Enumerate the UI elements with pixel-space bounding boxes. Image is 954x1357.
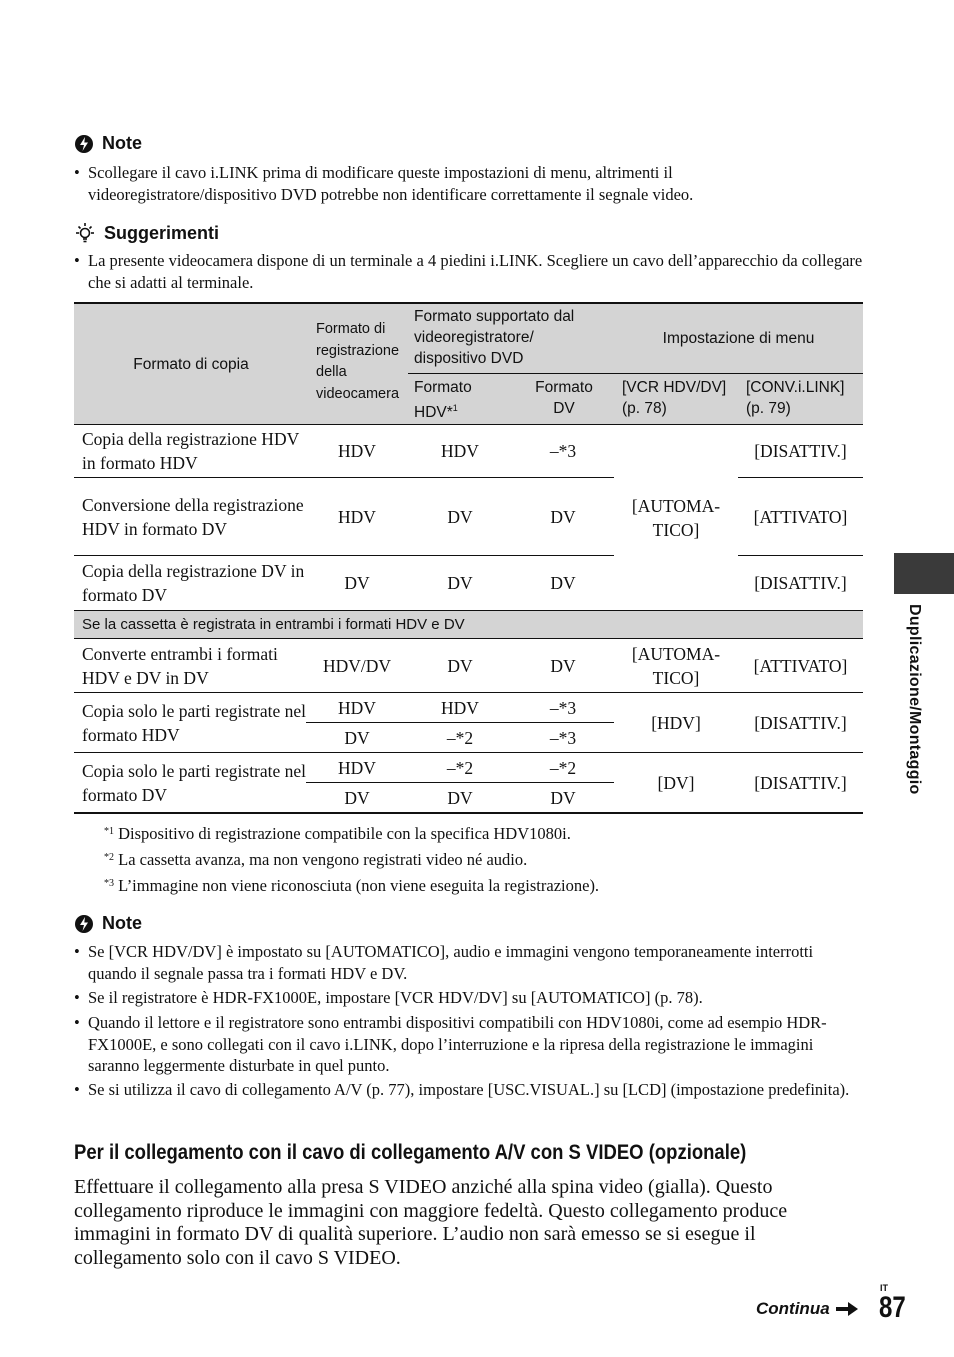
header-hdv-format	[414, 377, 514, 423]
row-cam: HDV	[338, 757, 376, 778]
row-vcr: [HDV]	[651, 712, 701, 733]
chapter-label: Duplicazione/Montaggio	[906, 604, 923, 795]
tips-item	[74, 250, 864, 293]
note-item	[74, 941, 864, 984]
bullet: •	[74, 1013, 80, 1032]
rule	[74, 812, 863, 814]
row-cam: HDV	[338, 697, 376, 718]
row-dv: DV	[550, 655, 576, 676]
row-cam: DV	[344, 727, 370, 748]
row-hdv: DV	[447, 787, 473, 808]
row-cam: DV	[344, 787, 370, 808]
footnote-text: Dispositivo di registrazione compatibile con la specifica HDV1080i.	[118, 824, 571, 843]
note-text: Se si utilizza il cavo di collegamento A/V (p. 77), impostare [USC.VISUAL.] su [LCD] (impostazione predefinita).	[88, 1080, 850, 1099]
row-conv: [ATTIVATO]	[753, 655, 848, 676]
header-supported-format: Formato supportato dal videoregistratore/ dispositivo DVD	[414, 308, 575, 367]
row-cam: HDV/DV	[322, 655, 392, 676]
section-row: Se la cassetta è registrata in entrambi i formati HDV e DV	[82, 616, 465, 633]
footnote-mark: *3	[104, 878, 114, 889]
row-conv: [DISATTIV.]	[754, 712, 847, 733]
row-cam: HDV	[338, 441, 376, 461]
footnote	[104, 848, 527, 870]
row-cam: DV	[344, 573, 370, 593]
chapter-tab	[894, 553, 954, 594]
row-hdv: DV	[447, 506, 473, 527]
bullet: •	[74, 988, 80, 1007]
tips-text: La presente videocamera dispone di un terminale a 4 piedini i.LINK. Scegliere un cavo dell’apparecchio da collegare che si adatti al terminale.	[88, 251, 863, 292]
header-hdv-text: Formato HDV*	[414, 379, 472, 422]
row-label: Copia della registrazione DV in formato DV	[82, 561, 305, 605]
bullet: •	[74, 942, 80, 961]
lightbulb-icon	[74, 222, 96, 244]
row-dv: DV	[550, 506, 576, 527]
row-label: Converte entrambi i formati HDV e DV in DV	[82, 643, 278, 688]
row-dv: DV	[550, 787, 576, 808]
note-title: Note	[102, 913, 142, 933]
copy-settings-table	[74, 302, 863, 814]
row-hdv: –*2	[446, 727, 474, 748]
row-hdv: DV	[447, 655, 473, 676]
footnote	[104, 822, 571, 844]
row-vcr: [DV]	[657, 772, 695, 793]
row-dv: –*2	[549, 757, 577, 778]
group-vcr: [AUTOMA-TICO]	[631, 495, 721, 540]
section-title: Per il collegamento con il cavo di collegamento A/V con S VIDEO (opzionale)	[74, 1140, 747, 1164]
footnote-text: La cassetta avanza, ma non vengono registrati video né audio.	[118, 850, 528, 869]
continue-indicator	[756, 1299, 858, 1319]
row-vcr: [AUTOMA-TICO]	[631, 643, 721, 688]
note-item	[74, 162, 864, 205]
footnote-mark: *2	[104, 852, 114, 863]
row-hdv: HDV	[441, 441, 479, 461]
arrow-right-icon	[836, 1302, 858, 1316]
row-label: Copia solo le parti registrate nel formato HDV	[82, 700, 307, 745]
row-hdv: –*2	[446, 757, 474, 778]
bullet: •	[74, 1080, 80, 1099]
header-menu-setting: Impostazione di menu	[662, 330, 815, 347]
bullet: •	[74, 251, 80, 270]
section-body: Effettuare il collegamento alla presa S VIDEO anziché alla spina video (gialla). Questo collegamento riproduce le immagini con maggiore fedeltà. Questo collegamento produce immagini in formato DV di qualità superiore. L’audio non sarà emesso se si esegue il collegamento solo con il cavo S VIDEO.	[74, 1176, 788, 1269]
row-dv: –*3	[549, 697, 577, 718]
row-conv: [DISATTIV.]	[754, 772, 847, 793]
note-text: Se [VCR HDV/DV] è impostato su [AUTOMATICO], audio e immagini vengono temporaneamente interrotti quando il segnale passa tra i formati HDV e DV.	[88, 942, 814, 983]
row-label: Copia solo le parti registrate nel formato DV	[82, 760, 307, 805]
tips-title: Suggerimenti	[104, 222, 220, 243]
row-dv: DV	[550, 573, 576, 593]
row-hdv: DV	[447, 573, 473, 593]
row-conv: [DISATTIV.]	[754, 573, 847, 593]
header-vcr-setting: [VCR HDV/DV] (p. 78)	[622, 379, 727, 417]
row-cam: HDV	[338, 506, 376, 527]
note-icon	[74, 914, 94, 934]
footnote	[104, 874, 599, 896]
footnote-mark: *1	[104, 826, 114, 837]
tips-heading	[74, 222, 219, 244]
bullet: •	[74, 163, 80, 182]
note-icon	[74, 134, 94, 154]
note-text: Se il registratore è HDR-FX1000E, impostare [VCR HDV/DV] su [AUTOMATICO] (p. 78).	[88, 988, 703, 1007]
header-hdv-sup: 1	[452, 403, 458, 413]
header-copy-format: Formato di copia	[133, 355, 249, 373]
language-code: IT	[880, 1283, 888, 1293]
row-label: Copia della registrazione HDV in formato HDV	[82, 429, 299, 473]
rule	[408, 373, 863, 374]
header-dv-format: Formato DV	[535, 379, 593, 417]
header-camera-format: Formato di registrazione della videocamera	[316, 321, 400, 402]
note-text: Scollegare il cavo i.LINK prima di modificare queste impostazioni di menu, altrimenti il videoregistratore/dispositivo DVD potrebbe non identificare correttamente il segnale video.	[88, 163, 694, 204]
note-title: Note	[102, 133, 142, 153]
note-heading	[74, 133, 142, 154]
row-dv: –*3	[549, 727, 577, 748]
note-item	[74, 1079, 864, 1101]
page-number: 87	[879, 1291, 906, 1324]
row-conv: [DISATTIV.]	[754, 441, 847, 461]
row-label: Conversione della registrazione HDV in formato DV	[82, 494, 304, 539]
note-item	[74, 1012, 864, 1077]
continue-label: Continua	[756, 1299, 830, 1318]
row-hdv: HDV	[441, 697, 479, 718]
footnote-text: L’immagine non viene riconosciuta (non viene eseguita la registrazione).	[118, 876, 600, 895]
row-dv: –*3	[549, 441, 577, 461]
note-item	[74, 987, 864, 1009]
note-text: Quando il lettore e il registratore sono entrambi dispositivi compatibili con HDV1080i, come ad esempio HDR-FX1000E, e sono collegati con il cavo i.LINK, dopo l’interruzione e la ripresa della registrazione le immagini saranno leggermente disturbate in quel punto.	[88, 1013, 827, 1075]
row-conv: [ATTIVATO]	[753, 506, 848, 527]
note-heading	[74, 913, 142, 934]
header-conv-setting: [CONV.i.LINK] (p. 79)	[746, 379, 845, 417]
